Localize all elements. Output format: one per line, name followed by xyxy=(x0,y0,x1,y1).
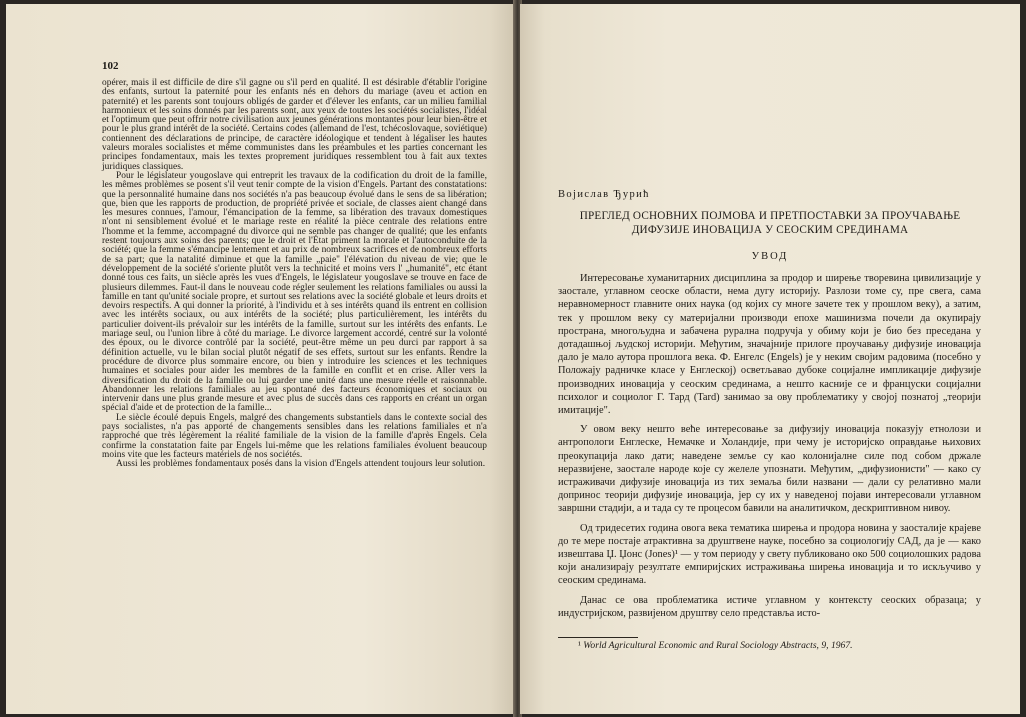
right-page-body xyxy=(558,272,981,626)
footnote-rule xyxy=(558,637,638,638)
article-title-line-2: ДИФУЗИЈЕ ИНОВАЦИЈА У СЕОСКИМ СРЕДИНАМА xyxy=(631,223,909,236)
footnote-marker: ¹ xyxy=(578,640,581,651)
left-paragraph-3: Le siècle écoulé depuis Engels, malgré des changements substantiels dans le contexte social des pays socialistes, n'a pas apporté de changements sensibles dans les relations familiales et n'a rapproché que très légèrement la réalité familiale de la vision de la famille d'après Engels. Cela confirme la constatation faite par Engels lui-même que les relations familiales évoluent beaucoup moins vite que les facteurs matériels de nos sociétés. xyxy=(102,412,487,460)
right-paragraph-2: У овом веку нешто веће интересовање за дифузију иновација показују етнолози и антропологи Енглеске, Немачке и Холандије, при чему је историјско оправдање њихових преокупација лако дати; наведене земље су као колонијалне силе под собом држале неразвијене, заостале народе које су желеле упознати. Међутим, „дифузионисти" — како су истраживачи дифузије иновација из тих земаља били названи — дали су релативно мали допринос теорији дифузије иновација, јер су их у наведеној појави интересовали углавном завршни стадији, а и тада су те процесом бавили на аналитичком, дескриптивном нивоу. xyxy=(558,424,981,515)
article-author: Војислав Ђурић xyxy=(558,189,650,200)
section-heading: УВОД xyxy=(751,251,789,262)
left-paragraph-2: Pour le législateur yougoslave qui entreprit les travaux de la codification du droit de la famille, les mêmes problèmes se posent s'il veut tenir compte de la vision d'Engels. Partant des constatations: que la personnalité humaine dans nos sociétés n'a pas beaucoup évolué dans le sens de sa libération; que, bien que les rapports de production, de propriété privée et sociale, de classes aient changé dans les mesures connues, l'amour, l'émancipation de la femme, sa libération des travaux domestiques n'ont ni sensiblement évolué et le mariage reste en réalité la pièce centrale des relations entre l'homme et la femme, accompagné du divorce qui ne semble pas changer de qualité; que les enfants restent toujours aux soins des parents; que le droit et l'État priment la morale et l'autoconduite de la société; que la femme s'émancipe lentement et au prix de nombreux sacrifices et de nombreux efforts de sa part; que la natalité diminue et que la famille „paie" l'élévation du niveau de vie; que le développement de la société s'oriente plutôt vers la technicité et moins vers l' „humanité", etc étant donné tous ces faits, un siècle après les vues d'Engels, le législateur yougoslave se trouve en face de plusieurs dilemmes. Faut-il dans le nouveau code régler seulement les relations familiales ou aussi la famille en tant qu'unité sociale propre, et surtout ses relations avec la société globale et leurs droits et devoirs respectifs. A qui donner la priorité, à l'individu et à ses intérêts quand ils entrent en collision avec les intérêts sociaux, ou aux intérêts de la société; plus particulièrement, les intérêts du particulier doivent-ils prévaloir sur les intérêts de la famille, surtout sur les intérêts des enfants. Le mariage seul, ou l'union libre à côté du mariage. Le divorce largement accordé, centré sur la volonté des époux, ou le divorce contrôlé par la société, peut-être même un peu durci par rapport à sa définition actuelle, vu le bilan social plutôt négatif de ses effets, surtout sur les enfants. Rendre la procédure de divorce plus sommaire encore, ou bien y introduire les sciences et les techniques humaines et sociales pour aider les membres de la famille en conflit et en crise. Aller vers la diversification du droit de la famille ou lui garder une unité dans une mesure réelle et raisonnable. Abandonner les relations familiales au jeu spontané des facteurs économiques et sociaux ou intervenir dans une plus grande mesure et avec plus de succès dans ces rapports en créant un organ spécial d'aide et de protection de la famille... xyxy=(102,170,487,414)
right-paragraph-3: Од тридесетих година овога века тематика ширења и продора новина у заосталије крајеве до те мере постаје атрактивна за друштвене науке, посебно за социологију САД, да је — како извештава Џ. Џонс (Jones)¹ — у том периоду у свету публиковано око 500 социолошких радова који анализирају резултате емпиријских истраживања ширења иновација и то искључиво у сеоским срединама. xyxy=(558,522,981,587)
footnote-text: World Agricultural Economic and Rural Sociology Abstracts, 9, 1967. xyxy=(583,640,853,651)
page-number: 102 xyxy=(102,60,119,72)
right-paragraph-1: Интересовање хуманитарних дисциплина за продор и ширење творевина цивилизације у заостале, углавном сеоске области, нема дугу историју. Разлози томе су, пре свега, сама неравномерност главните оних наука (од којих су многе зачете тек у прошлом веку), а затим, тек у прошлом веку су материјални производи епохе машинизма почели да окупирају пространа, многољудна и забачена рурална подручја у обиму који је био без преседана у дотадашњој људској историји. Међутим, значајније прилоге проучавању дифузије иновација дало је мало аутора прошлога века. Ф. Енгелс (Engels) је у неким својим радовима (посебно у Положају радничке класе у Енглеској) осветљавао дубоке социјалне импликације дифузије производних иновација у сеоским срединама, а нешто касније се и француски социјални психолог и социолог Г. Тард (Tard) занимао за ову проблематику у својој познатој „теорији имитације". xyxy=(558,273,981,417)
footnote xyxy=(558,640,981,652)
article-title-line-1: ПРЕГЛЕД ОСНОВНИХ ПОЈМОВА И ПРЕТПОСТАВКИ ЗА ПРОУЧАВАЊЕ xyxy=(579,210,961,222)
left-page-body xyxy=(102,79,487,469)
left-paragraph-4: Aussi les problèmes fondamentaux posés dans la vision d'Engels attendent toujours leur solution. xyxy=(116,459,486,470)
right-page xyxy=(520,4,1020,714)
article-title xyxy=(558,210,982,237)
left-paragraph-1: opérer, mais il est difficile de dire s'il gagne ou s'il perd en qualité. Il est désirable d'établir l'origine des enfants, surtout la paternité pour les enfants nés en dehors du mariage (aveu et action en paternité) et les parents sont toujours obligés de garder et d'élever les enfants, car un milieu familial harmonieux et les soins donnés par les parents sont, aux yeux de toutes les sociétés socialistes, l'idéal et l'optimum que peut offrir notre civilisation aux jeunes générations montantes pour leur bien-être et pour le plus grand intérêt de la société. Certains codes (allemand de l'est, tchécoslovaque, soviétique) contiennent des déclarations de principe, de caractère idéologique et tendent à légaliser les hautes valeurs morales socialistes et même communistes dans les préambules et les parties concernant les principes fondamentaux, mais les textes proprement juridiques ressemblent tou à fait aux textes juridiques classiques. xyxy=(102,78,487,172)
left-page xyxy=(6,4,515,714)
right-paragraph-4: Данас се ова проблематика истиче углавном у контексту сеоских образаца; у индустријском, развијеном друштву село представља исто- xyxy=(558,594,981,619)
